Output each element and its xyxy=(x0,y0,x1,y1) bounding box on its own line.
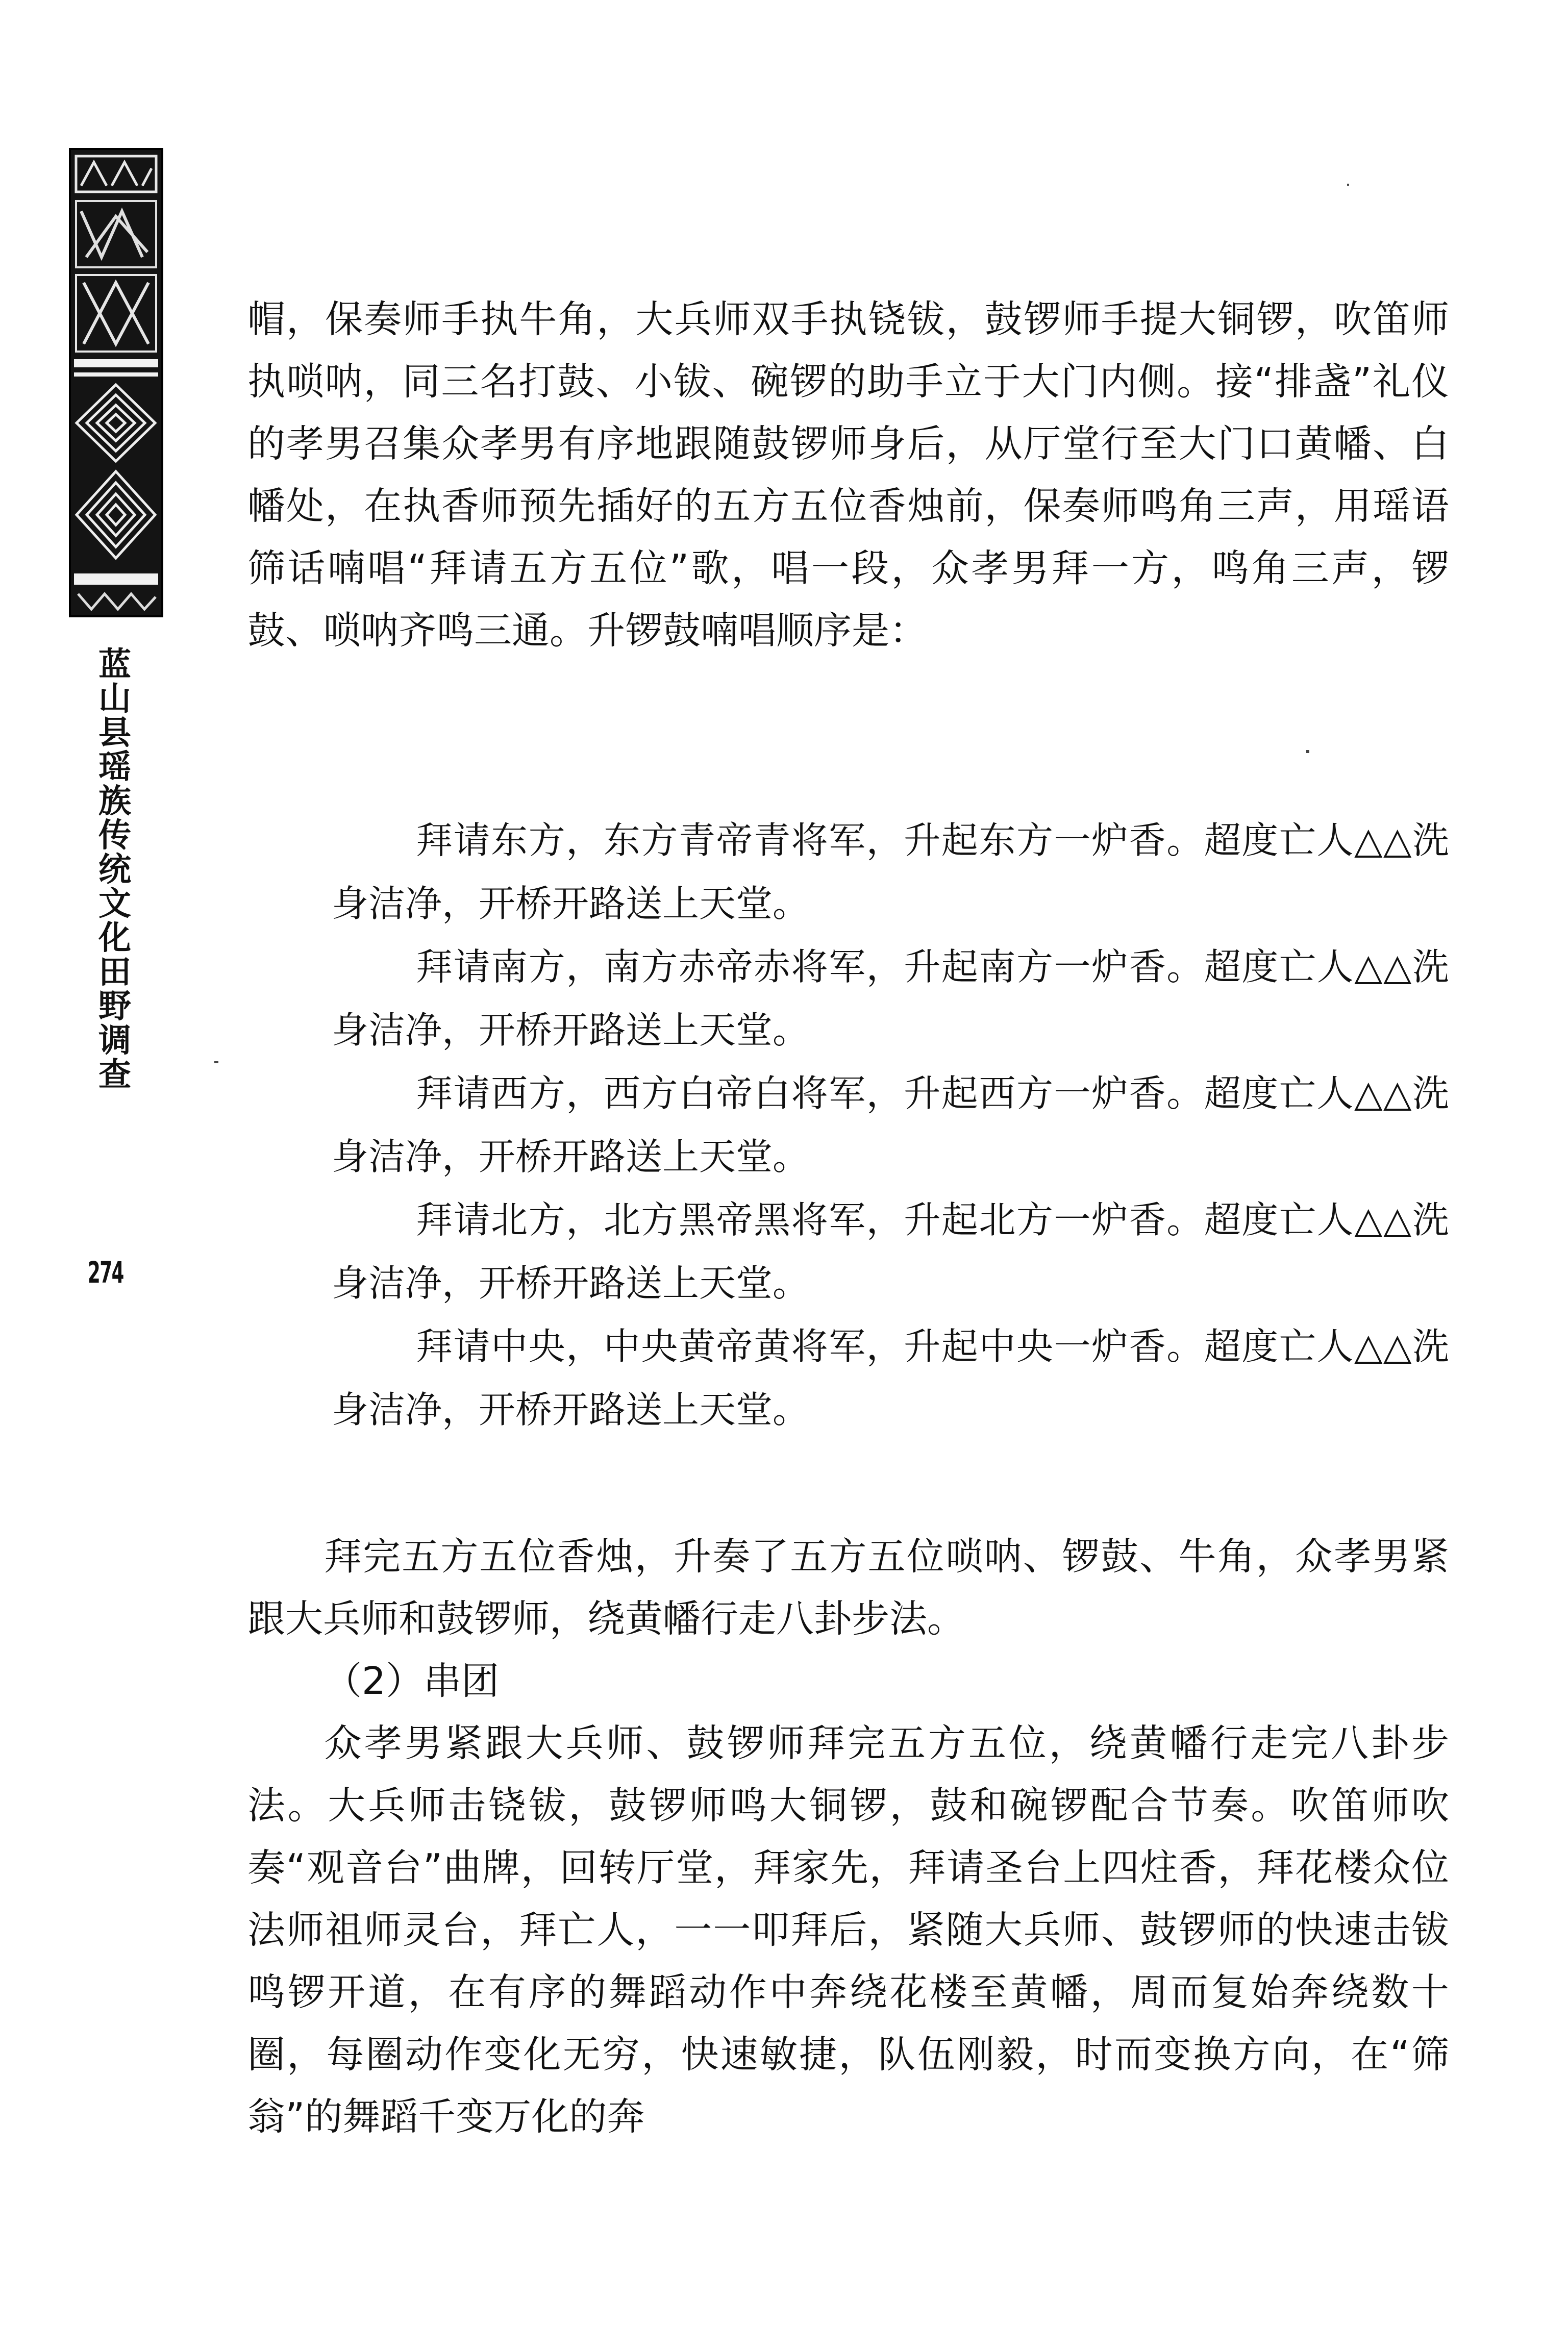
running-title-char: 查 xyxy=(98,1056,131,1094)
verse-line: 拜请北方，北方黑帝黑将军，升起北方一炉香。超度亡人△△洗身洁净，开桥开路送上天堂。 xyxy=(332,1198,1449,1305)
paragraph-block xyxy=(247,288,1449,662)
verse-line: 拜请中央，中央黄帝黄将军，升起中央一炉香。超度亡人△△洗身洁净，开桥开路送上天堂。 xyxy=(332,1325,1449,1431)
decorative-margin-pattern xyxy=(69,148,163,617)
running-title-char: 瑶 xyxy=(98,748,131,786)
running-title-vertical xyxy=(94,648,135,1092)
section-heading: （2）串团 xyxy=(324,1659,500,1703)
running-title-char: 统 xyxy=(98,851,131,889)
brocade-pattern-icon xyxy=(71,150,161,615)
page-number: 274 xyxy=(88,1255,123,1290)
running-title-char: 山 xyxy=(98,680,131,718)
scan-speck xyxy=(214,1061,218,1063)
verse-line: 拜请南方，南方赤帝赤将军，升起南方一炉香。超度亡人△△洗身洁净，开桥开路送上天堂。 xyxy=(332,945,1449,1052)
running-title-char: 蓝 xyxy=(98,646,131,684)
running-title-char: 文 xyxy=(98,885,131,923)
verse-block xyxy=(247,809,1449,1441)
running-title-char: 传 xyxy=(98,817,131,855)
scan-speck xyxy=(1347,184,1349,186)
verse-line: 拜请东方，东方青帝青将军，升起东方一炉香。超度亡人△△洗身洁净，开桥开路送上天堂。 xyxy=(332,819,1449,925)
scan-speck xyxy=(1306,750,1309,753)
running-title-char: 族 xyxy=(98,783,131,820)
verse-line: 拜请西方，西方白帝白将军，升起西方一炉香。超度亡人△△洗身洁净，开桥开路送上天堂。 xyxy=(332,1072,1449,1178)
body-paragraph: 拜完五方五位香烛，升奏了五方五位唢呐、锣鼓、牛角，众孝男紧跟大兵师和鼓锣师，绕黄幡行走八卦步法。 xyxy=(247,1535,1449,1641)
running-title-char: 县 xyxy=(98,714,131,752)
running-title-char: 化 xyxy=(98,919,131,957)
running-title-char: 田 xyxy=(98,954,131,991)
running-title-char: 调 xyxy=(98,1022,131,1060)
body-paragraph: 众孝男紧跟大兵师、鼓锣师拜完五方五位，绕黄幡行走完八卦步法。大兵师击铙钹，鼓锣师鸣大铜锣，鼓和碗锣配合节奏。吹笛师吹奏“观音台”曲牌，回转厅堂，拜家先，拜请圣台上四炷香，拜花楼众位法师祖师灵台，拜亡人，一一叩拜后，紧随大兵师、鼓锣师的快速击钹鸣锣开道，在有序的舞蹈动作中奔绕花楼至黄幡，周而复始奔绕数十圈，每圈动作变化无穷，快速敏捷，队伍刚毅，时而变换方向，在“筛翁”的舞蹈千变万化的奔 xyxy=(247,1721,1449,2139)
body-paragraph: 帽，保奏师手执牛角，大兵师双手执铙钹，鼓锣师手提大铜锣，吹笛师执唢呐，同三名打鼓、小钹、碗锣的助手立于大门内侧。接“排盏”礼仪的孝男召集众孝男有序地跟随鼓锣师身后，从厅堂行至大门口黄幡、白幡处，在执香师预先插好的五方五位香烛前，保奏师鸣角三声，用瑶语筛话喃唱“拜请五方五位”歌，唱一段，众孝男拜一方，鸣角三声，锣鼓、唢呐齐鸣三通。升锣鼓喃唱顺序是： xyxy=(247,297,1449,653)
running-title-char: 野 xyxy=(98,988,131,1026)
paragraph-block xyxy=(247,1525,1449,2148)
